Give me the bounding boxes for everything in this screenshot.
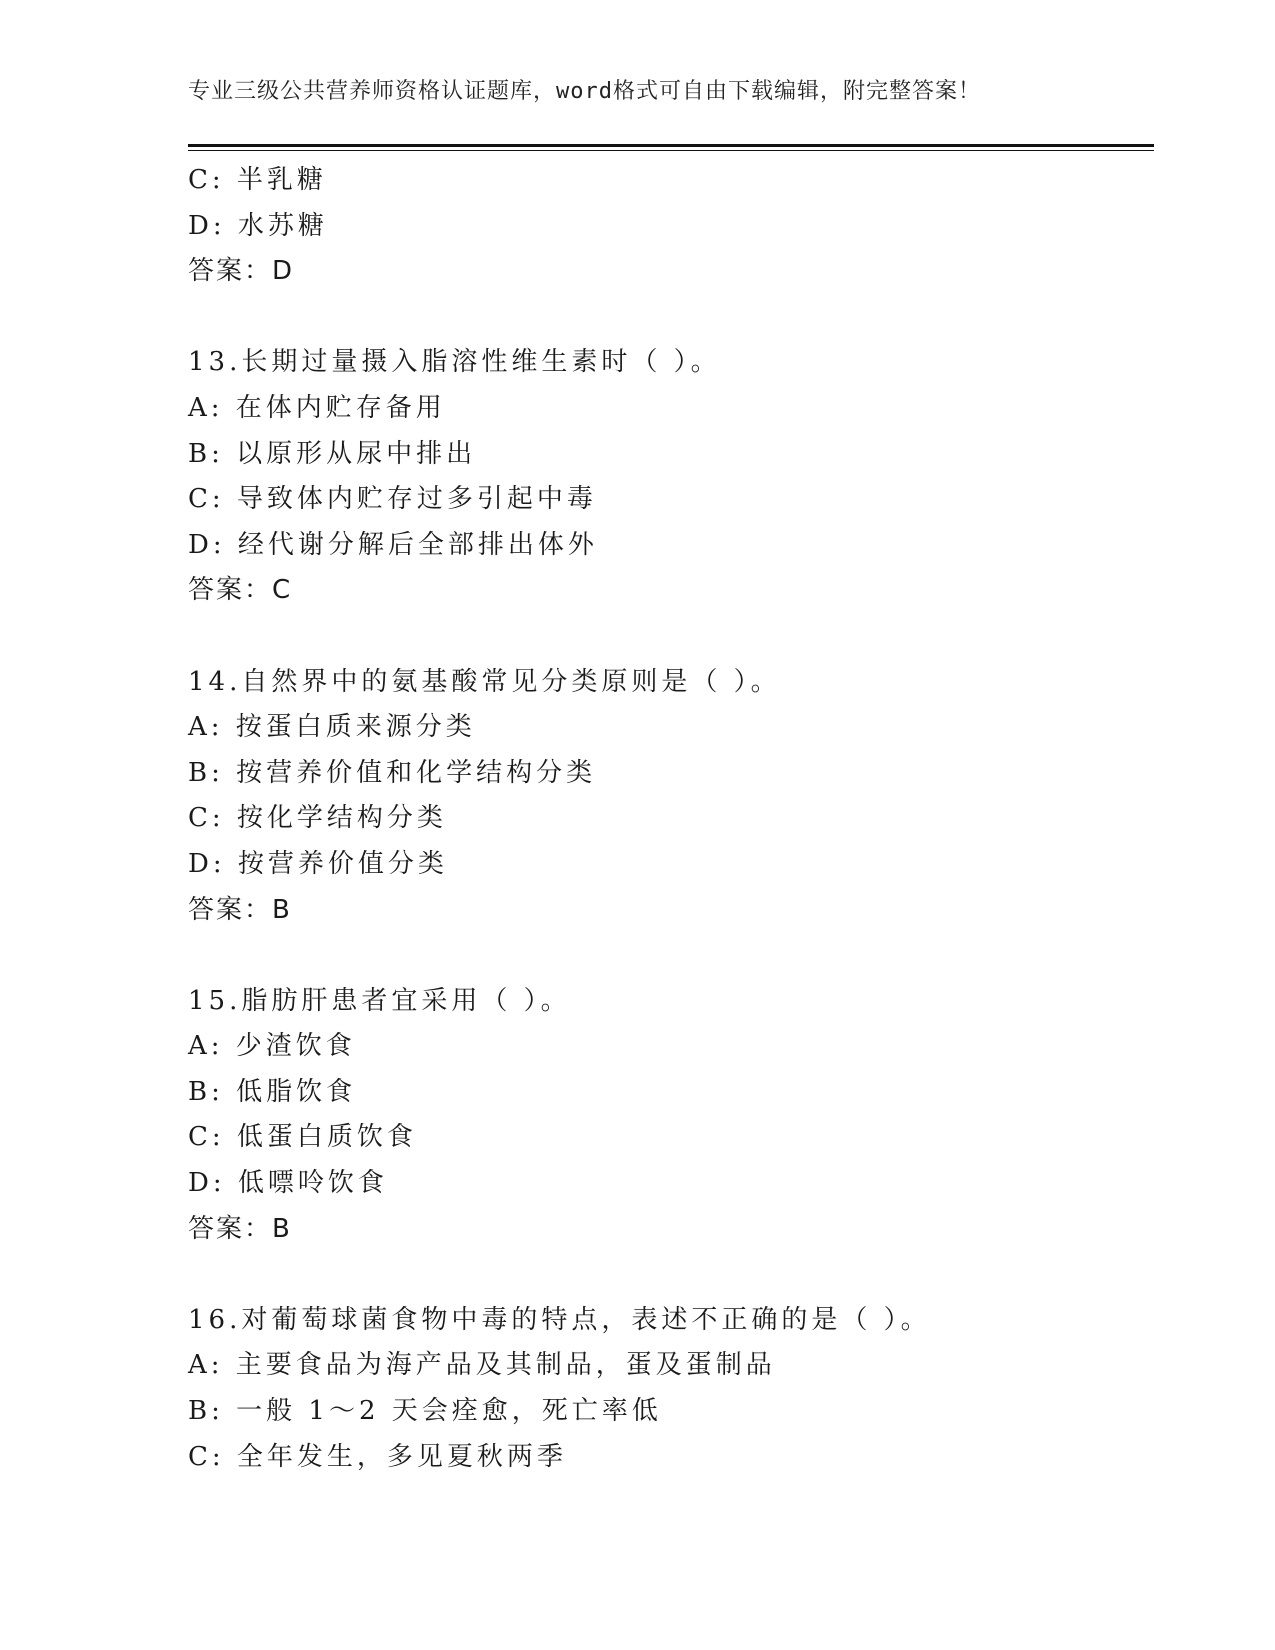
- question-15-stem: 15.脂肪肝患者宜采用（ ）。: [188, 985, 571, 1016]
- spacer: [188, 1252, 1154, 1298]
- header-rule-thin: [188, 150, 1154, 151]
- answer-line: 答案：B: [188, 1213, 292, 1244]
- option-d: D: 低嘌呤饮食: [188, 1168, 388, 1199]
- option-b: B: 以原形从尿中排出: [188, 438, 477, 469]
- option-b: B: 按营养价值和化学结构分类: [188, 757, 597, 788]
- spacer: [188, 295, 1154, 341]
- option-a: A: 主要食品为海产品及其制品，蛋及蛋制品: [188, 1350, 776, 1381]
- option-a: A: 在体内贮存备用: [188, 392, 446, 423]
- option-c: C: 全年发生，多见夏秋两季: [188, 1441, 567, 1472]
- option-c: C: 导致体内贮存过多引起中毒: [188, 484, 597, 515]
- option-a: A: 按蛋白质来源分类: [188, 712, 476, 743]
- option-c: C: 低蛋白质饮食: [188, 1122, 417, 1153]
- answer-line: 答案：C: [188, 575, 293, 606]
- option-a: A: 少渣饮食: [188, 1031, 356, 1062]
- option-c: C: 半乳糖: [188, 165, 327, 195]
- question-13-stem: 13.长期过量摄入脂溶性维生素时（ ）。: [188, 347, 721, 378]
- spacer: [188, 614, 1154, 660]
- option-b: B: 低脂饮食: [188, 1076, 357, 1107]
- spacer: [188, 933, 1154, 979]
- option-d: D: 按营养价值分类: [188, 848, 448, 879]
- answer-line: 答案：B: [188, 894, 292, 925]
- page-header: 专业三级公共营养师资格认证题库，word格式可自由下载编辑，附完整答案！: [188, 79, 981, 104]
- option-b: B: 一般 1～2 天会痊愈，死亡率低: [188, 1396, 662, 1427]
- question-14-stem: 14.自然界中的氨基酸常见分类原则是（ ）。: [188, 666, 781, 697]
- answer-line: 答案：D: [188, 256, 295, 287]
- question-16-stem: 16.对葡萄球菌食物中毒的特点，表述不正确的是（ ）。: [188, 1304, 931, 1335]
- option-c: C: 按化学结构分类: [188, 803, 447, 834]
- header-rule-thick: [188, 144, 1154, 147]
- option-d: D: 水苏糖: [188, 210, 328, 241]
- question-content: [188, 158, 1154, 1480]
- option-d: D: 经代谢分解后全部排出体外: [188, 529, 598, 560]
